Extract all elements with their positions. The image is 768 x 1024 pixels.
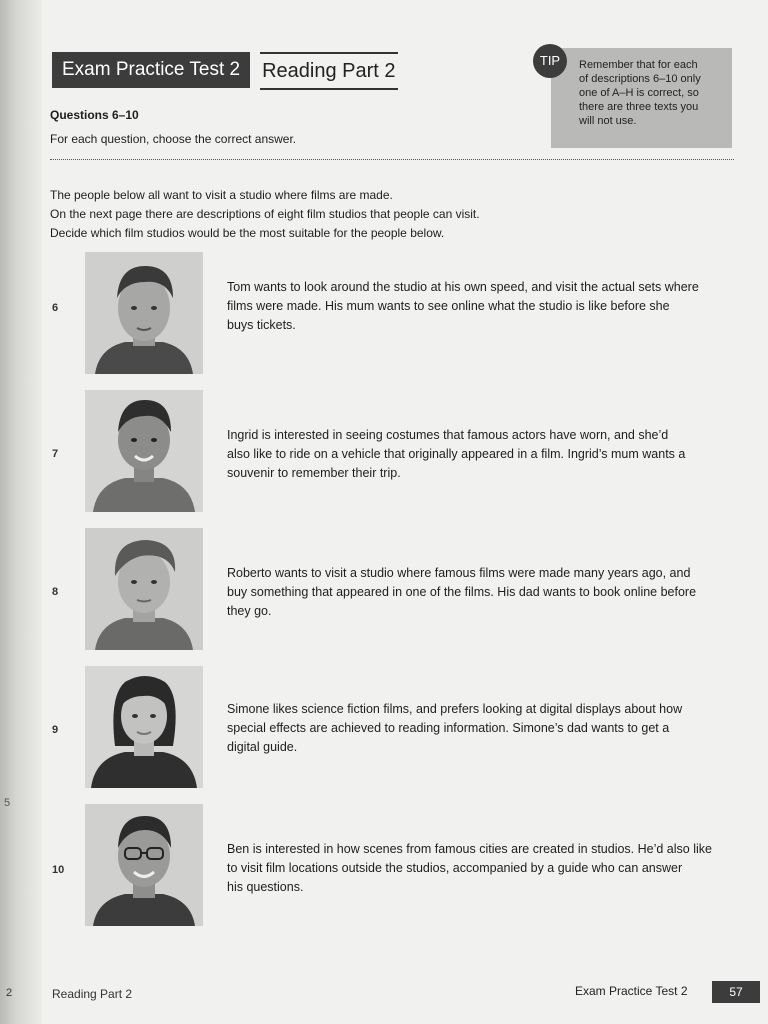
description-line: Tom wants to look around the studio at his own speed, and visit the actual sets where (227, 280, 699, 294)
person-item-6 (50, 252, 740, 376)
tip-line: Remember that for each (579, 59, 698, 71)
photo-ben (85, 804, 203, 926)
description-line: buy something that appeared in one of the films. His dad wants to book online before (227, 585, 697, 599)
person-description (227, 700, 743, 757)
description-line: digital guide. (227, 740, 298, 754)
edge-page-number: 2 (6, 987, 13, 999)
description-line: buys tickets. (227, 318, 296, 332)
person-description (227, 564, 743, 621)
tip-line: of descriptions 6–10 only (579, 73, 701, 85)
description-line: films were made. His mum wants to see online what the studio is like before she (227, 299, 670, 313)
intro-line: On the next page there are descriptions of eight film studios that people can visit. (50, 207, 480, 221)
person-item-9 (50, 666, 740, 790)
edge-letter: 5 (4, 797, 11, 809)
page-gutter-shadow (0, 0, 42, 1024)
footer-section-label: Reading Part 2 (52, 987, 133, 1001)
description-line: Roberto wants to visit a studio where famous films were made many years ago, and (227, 566, 691, 580)
description-line: also like to ride on a vehicle that originally appeared in a film. Ingrid’s mum wants a (227, 447, 686, 461)
intro-line: Decide which film studios would be the most suitable for the people below. (50, 226, 445, 240)
person-item-8 (50, 528, 740, 652)
photo-roberto (85, 528, 203, 650)
person-description (227, 840, 743, 897)
description-line: they go. (227, 604, 272, 618)
question-number: 9 (52, 724, 59, 736)
page-number: 57 (712, 981, 760, 1003)
photo-ingrid (85, 390, 203, 512)
tip-box (551, 48, 732, 148)
description-line: Simone likes science fiction films, and prefers looking at digital displays about how (227, 702, 683, 716)
description-line: souvenir to remember their trip. (227, 466, 401, 480)
person-description (227, 278, 743, 335)
tip-line: will not use. (579, 115, 637, 127)
person-item-7 (50, 390, 740, 514)
person-item-10 (50, 804, 740, 928)
tip-line: there are three texts you (579, 101, 699, 113)
questions-range: Questions 6–10 (50, 108, 139, 122)
description-line: Ben is interested in how scenes from famous cities are created in studios. He’d also like (227, 842, 712, 856)
description-line: Ingrid is interested in seeing costumes that famous actors have worn, and she’d (227, 428, 669, 442)
question-number: 8 (52, 586, 59, 598)
description-line: special effects are achieved to reading information. Simone’s dad wants to get a (227, 721, 670, 735)
part-title: Reading Part 2 (260, 52, 397, 90)
test-title: Exam Practice Test 2 (52, 52, 250, 88)
intro-text (50, 186, 480, 243)
footer-test-label: Exam Practice Test 2 (575, 984, 688, 998)
photo-tom (85, 252, 203, 374)
tip-line: one of A–H is correct, so (579, 87, 699, 99)
description-line: to visit film locations outside the studios, accompanied by a guide who can answer (227, 861, 683, 875)
questions-instruction: For each question, choose the correct answer. (50, 132, 297, 146)
dotted-divider (50, 159, 734, 160)
question-number: 10 (52, 864, 65, 876)
page-header (52, 52, 398, 90)
intro-line: The people below all want to visit a studio where films are made. (50, 188, 393, 202)
photo-simone (85, 666, 203, 788)
question-number: 7 (52, 448, 59, 460)
description-line: his questions. (227, 880, 304, 894)
question-number: 6 (52, 302, 59, 314)
tip-badge: TIP (533, 44, 567, 78)
person-description (227, 426, 743, 483)
